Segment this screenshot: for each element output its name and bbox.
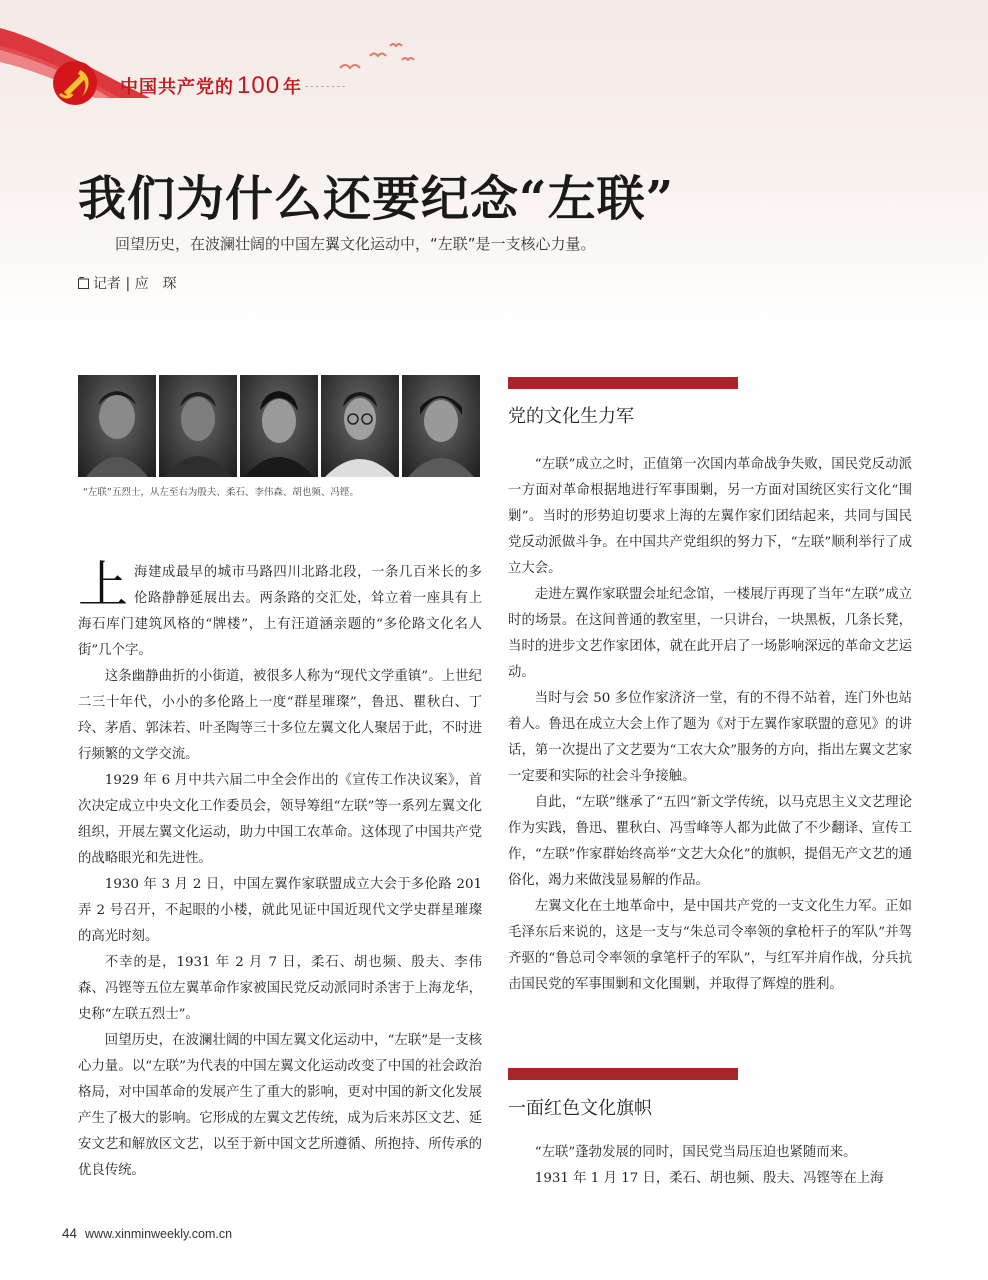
section-bar — [508, 1068, 738, 1080]
body-paragraph: 左翼文化在土地革命中，是中国共产党的一支文化生力军。正如毛泽东后来说的，这是一支与“朱总司令率领的拿枪杆子的军队”并驾齐驱的“鲁总司令率领的拿笔杆子的军队”，与红军并肩作战，分兵抗击国民党的军事围剿和文化围剿，并取得了辉煌的胜利。 — [508, 899, 912, 992]
byline — [78, 273, 177, 293]
section-heading: 一面红色文化旗帜 — [508, 1098, 652, 1119]
right-column-section1 — [508, 452, 912, 998]
martyrs-photo-strip — [78, 375, 480, 477]
portrait-photo — [321, 375, 399, 477]
body-paragraph: 回望历史，在波澜壮阔的中国左翼文化运动中，“左联”是一支核心力量。以“左联”为代表的中国左翼文化运动改变了中国的社会政治格局，对中国革命的发展产生了重大的影响，更对中国的新文化发展产生了极大的影响。它形成的左翼文艺传统，成为后来苏区文艺、延安文艺和解放区文艺，以至于新中国文艺所遵循、所抱持、所传承的优良传统。 — [78, 1033, 482, 1178]
party-emblem-icon — [46, 58, 104, 108]
byline-text: 记者 | 应 琛 — [93, 276, 177, 292]
lead-paragraph-text: 海建成最早的城市马路四川北路北段，一条几百米长的多伦路静静延展出去。两条路的交汇处，耸立着一座具有上海石库门建筑风格的“牌楼”，上有汪道涵亲题的“多伦路文化名人街”几个字。 — [78, 565, 482, 658]
page-footer — [62, 1226, 232, 1241]
body-paragraph: 1931 年 1 月 17 日，柔石、胡也频、殷夫、冯铿等在上海 — [534, 1171, 884, 1186]
section-tag — [120, 72, 302, 100]
birds-decoration — [330, 38, 420, 78]
article-title: 我们为什么还要纪念“左联” — [78, 171, 675, 227]
section-heading: 党的文化生力军 — [508, 406, 634, 427]
body-paragraph: 1930 年 3 月 2 日，中国左翼作家联盟成立大会于多伦路 201 弄 2 号召开，不起眼的小楼，就此见证中国近现代文学史群星璀璨的高光时刻。 — [78, 877, 482, 944]
page-number: 44 — [62, 1226, 78, 1241]
pen-icon — [78, 277, 89, 289]
lead-paragraph — [78, 556, 482, 664]
article-subtitle: 回望历史，在波澜壮阔的中国左翼文化运动中，“左联”是一支核心力量。 — [115, 235, 596, 253]
dropcap: 上 — [78, 556, 128, 614]
photo-caption: “左联”五烈士，从左至右为殷夫、柔石、李伟森、胡也频、冯铿。 — [83, 487, 359, 498]
body-paragraph: “左联”蓬勃发展的同时，国民党当局压迫也紧随而来。 — [534, 1145, 857, 1160]
portrait-photo — [402, 375, 480, 477]
tag-divider — [305, 86, 345, 88]
section-bar — [508, 377, 738, 389]
section-tag-number: 100 — [237, 72, 281, 99]
website-link[interactable]: www.xinminweekly.com.cn — [85, 1227, 233, 1241]
section-tag-suffix: 年 — [283, 77, 303, 98]
portrait-photo — [240, 375, 318, 477]
portrait-photo — [78, 375, 156, 477]
body-paragraph: 这条幽静曲折的小街道，被很多人称为“现代文学重镇”。上世纪二三十年代，小小的多伦路上一度“群星璀璨”，鲁迅、瞿秋白、丁玲、茅盾、郭沫若、叶圣陶等三十多位左翼文化人聚居于此，不时进行频繁的文学交流。 — [78, 669, 482, 762]
section-tag-prefix: 中国共产党的 — [120, 77, 234, 98]
portrait-photo — [159, 375, 237, 477]
body-paragraph: 当时与会 50 多位作家济济一堂，有的不得不站着，连门外也站着人。鲁迅在成立大会上作了题为《对于左翼作家联盟的意见》的讲话，第一次提出了文艺要为“工农大众”服务的方向，指出左翼文艺家一定要和实际的社会斗争接触。 — [508, 691, 912, 784]
right-column-section2 — [508, 1140, 912, 1192]
left-column — [78, 556, 482, 1184]
body-paragraph: 走进左翼作家联盟会址纪念馆，一楼展厅再现了当年“左联”成立时的场景。在这间普通的教室里，一只讲台，一块黑板，几条长凳，当时的进步文艺作家团体，就在此开启了一场影响深远的革命文艺运动。 — [508, 587, 912, 680]
body-paragraph: “左联”成立之时，正值第一次国内革命战争失败，国民党反动派一方面对革命根据地进行军事围剿，另一方面对国统区实行文化“围剿”。当时的形势迫切要求上海的左翼作家们团结起来，共同与国民党反动派做斗争。在中国共产党组织的努力下，“左联”顺利举行了成立大会。 — [508, 457, 912, 576]
body-paragraph: 不幸的是，1931 年 2 月 7 日，柔石、胡也频、殷夫、李伟森、冯铿等五位左翼革命作家被国民党反动派同时杀害于上海龙华，史称“左联五烈士”。 — [78, 955, 482, 1022]
body-paragraph: 自此，“左联”继承了“五四”新文学传统，以马克思主义文艺理论作为实践，鲁迅、瞿秋白、冯雪峰等人都为此做了不少翻译、宣传工作，“左联”作家群始终高举“文艺大众化”的旗帜，提倡无产文艺的通俗化，竭力来做浅显易解的作品。 — [508, 795, 912, 888]
body-paragraph: 1929 年 6 月中共六届二中全会作出的《宣传工作决议案》，首次决定成立中央文化工作委员会，领导筹组“左联”等一系列左翼文化组织，开展左翼文化运动，助力中国工农革命。这体现了中国共产党的战略眼光和先进性。 — [78, 773, 482, 866]
